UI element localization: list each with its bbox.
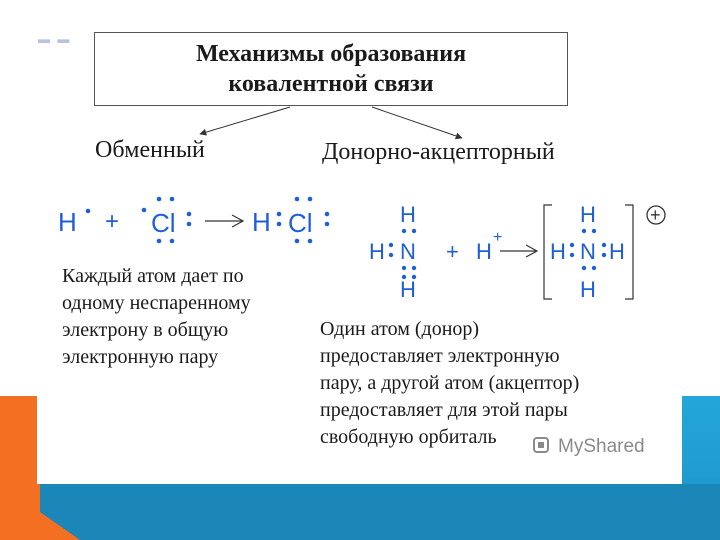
donor-description-line: предоставляет для этой пары [320, 399, 568, 421]
watermark-logo-icon [531, 435, 551, 455]
exchange-label: Обменный [95, 137, 205, 163]
electron-dot [402, 266, 406, 270]
title-line-2: ковалентной связи [228, 71, 434, 97]
donor-description-line: пару, а другой атом (акцептор) [320, 372, 580, 394]
exchange-description-line: Каждый атом дает по [62, 265, 244, 287]
exchange-description-line: одному неспаренному [62, 292, 251, 314]
formula-cl-left: Cl [151, 208, 176, 238]
electron-dot [412, 266, 416, 270]
electron-dot [602, 253, 606, 257]
proton-charge: + [493, 229, 503, 246]
title-line-1: Механизмы образования [195, 41, 467, 67]
nh3-h-top: H [400, 202, 416, 227]
electron-dot [582, 229, 586, 233]
electron-dot [389, 243, 393, 247]
donor-plus: + [446, 239, 459, 264]
nh4-h-right: H [609, 239, 625, 264]
donor-description-line: свободную орбиталь [320, 426, 497, 448]
electron-dot [389, 253, 393, 257]
electron-dot [582, 266, 586, 270]
electron-dot [570, 253, 574, 257]
electron-dot [402, 229, 406, 233]
nh4-n: N [580, 239, 596, 264]
proton-h: H [476, 239, 492, 264]
electron-dot [570, 243, 574, 247]
nh4-h-bottom: H [580, 277, 596, 302]
formula-cl-right: Cl [288, 208, 313, 238]
formula-plus: + [105, 208, 120, 235]
electron-dot [412, 229, 416, 233]
formula-h-left: H [58, 207, 77, 237]
nh3-h-bottom: H [400, 277, 416, 302]
nh3-h-left: H [369, 239, 385, 264]
nh4-h-left: H [550, 239, 566, 264]
nh3-n: N [400, 239, 416, 264]
ion-charge: + [650, 205, 661, 225]
formula-h-right: H [252, 207, 271, 237]
donor-acceptor-label: Донорно-акцепторный [322, 139, 555, 165]
electron-dot [602, 243, 606, 247]
watermark-text: MyShared [558, 436, 645, 457]
electron-dot [592, 266, 596, 270]
exchange-description-line: электронную пару [62, 346, 219, 368]
corner-decoration: ▬ ▬ [38, 32, 72, 46]
electron-dot [592, 229, 596, 233]
nh4-h-top: H [580, 202, 596, 227]
exchange-description-line: электрону в общую [62, 319, 229, 341]
donor-description-line: Один атом (донор) [320, 318, 480, 340]
donor-description-line: предоставляет электронную [320, 345, 560, 367]
exchange-description [62, 263, 251, 371]
bracket-right [625, 205, 633, 299]
